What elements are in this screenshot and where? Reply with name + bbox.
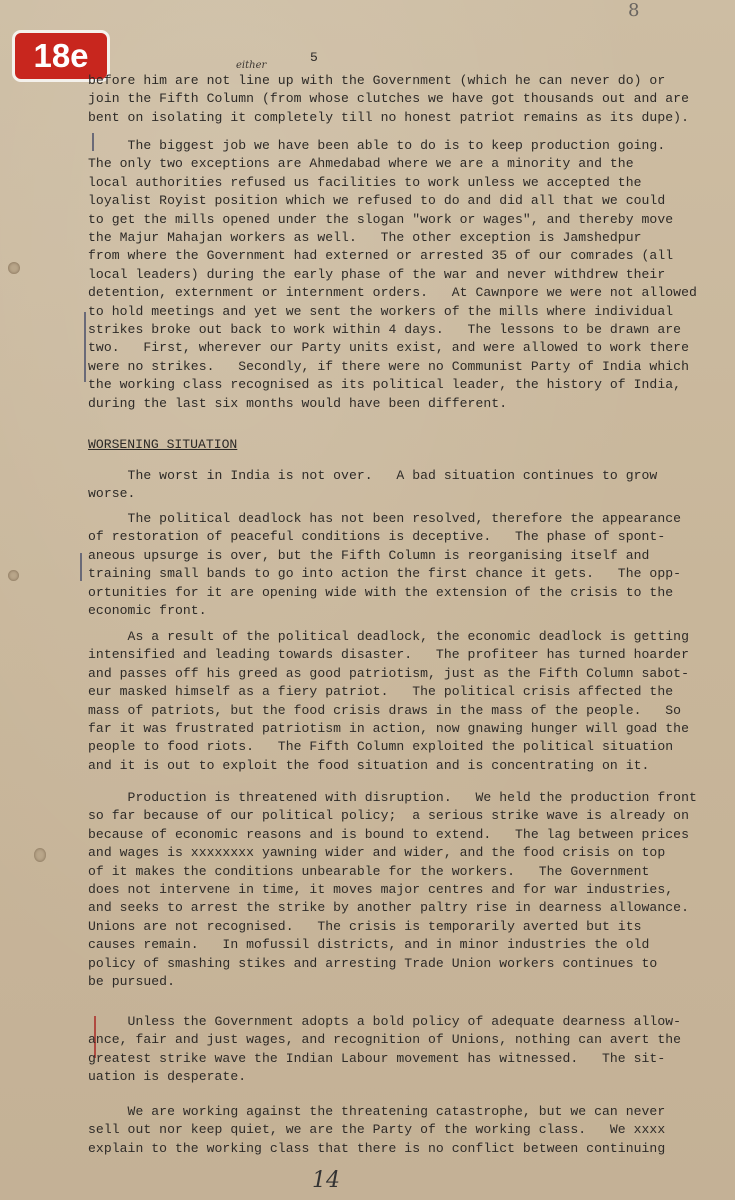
text-line: before him are not line up with the Government (which he can never do) or [88, 73, 666, 88]
text-line: the working class recognised as its political leader, the history of India, [88, 377, 682, 393]
text-line: and passes off his greed as good patriotism, just as the Fifth Column sabot- [88, 665, 689, 681]
paragraph-production [88, 137, 728, 413]
paragraph-disruption [88, 789, 728, 991]
text-line: of it makes the conditions unbearable for the workers. The Government [88, 863, 650, 879]
text-line: We are working against the threatening catastrophe, but we can never [88, 1104, 666, 1119]
text-line: and it is out to exploit the food situation and is concentrating on it. [88, 757, 650, 773]
text-line: bent on isolating it completely till no honest patriot remains as its dupe). [88, 109, 689, 125]
text-line: ortunities for it are opening wide with the extension of the crisis to the [88, 584, 674, 600]
margin-bracket [84, 312, 86, 382]
text-line: training small bands to go into action the first chance it gets. The opp- [88, 566, 682, 582]
handwritten-page-number: 14 [312, 1168, 340, 1193]
text-line: to get the mills opened under the slogan "work or wages", and thereby move [88, 211, 674, 227]
text-line: causes remain. In mofussil districts, and in minor industries the old [88, 937, 650, 953]
text-line: people to food riots. The Fifth Column exploited the political situation [88, 739, 674, 755]
text-line: intensified and leading towards disaster. The profiteer has turned hoarder [88, 647, 689, 663]
text-line: far it was frustrated patriotism in action, now gnawing hunger will goad the [88, 721, 689, 737]
text-line: the Majur Mahajan workers as well. The other exception is Jamshedpur [88, 230, 642, 246]
text-line: explain to the working class that there is no conflict between continuing [88, 1140, 666, 1156]
section-heading: WORSENING SITUATION [88, 437, 238, 452]
text-line: Production is threatened with disruption. We held the production front [88, 790, 697, 805]
page-number: 5 [310, 50, 318, 65]
text-line: loyalist Royist position which we refused to do and did all that we could [88, 193, 666, 209]
paragraph-continuation [88, 72, 728, 127]
paragraph-worst [88, 467, 728, 504]
text-line: economic front. [88, 603, 207, 619]
text-line: greatest strike wave the Indian Labour movement has witnessed. The sit- [88, 1050, 666, 1066]
text-line: because of economic reasons and is bound to extend. The lag between prices [88, 826, 689, 842]
text-line: As a result of the political deadlock, the economic deadlock is getting [88, 629, 689, 644]
text-line: from where the Government had externed or arrested 35 of our comrades (all [88, 248, 674, 264]
text-line: to hold meetings and yet we sent the workers of the mills where individual [88, 303, 674, 319]
text-line: local authorities refused us facilities to work unless we accepted the [88, 174, 642, 190]
paragraph-economic [88, 628, 728, 775]
text-line: detention, externment or internment orders. At Cawnpore we were not allowed [88, 285, 697, 301]
text-line: and seeks to arrest the strike by another paltry rise in dearness allowance. [88, 900, 689, 916]
paragraph-unless [88, 1013, 728, 1087]
text-line: The worst in India is not over. A bad situation continues to grow [88, 468, 658, 483]
corner-mark: 8 [628, 0, 640, 21]
text-line: uation is desperate. [88, 1069, 247, 1085]
text-line: The only two exceptions are Ahmedabad where we are a minority and the [88, 156, 634, 172]
punch-hole [8, 570, 19, 581]
text-line: does not intervene in time, it moves major centres and for war industries, [88, 882, 674, 898]
text-line: were no strikes. Secondly, if there were no Communist Party of India which [88, 358, 689, 374]
text-line: of restoration of peaceful conditions is deceptive. The phase of spont- [88, 529, 666, 545]
text-line: during the last six months would have been different. [88, 395, 508, 411]
page-badge: 18e [12, 30, 110, 82]
handwritten-annotation: either [236, 60, 267, 71]
paragraph-deadlock [88, 510, 728, 620]
text-line: so far because of our political policy; a serious strike wave is already on [88, 808, 689, 824]
text-line: eur masked himself as a fiery patriot. The political crisis affected the [88, 684, 674, 700]
punch-hole [8, 262, 20, 274]
text-line: policy of smashing stikes and arresting Trade Union workers continues to [88, 955, 658, 971]
text-line: aneous upsurge is over, but the Fifth Column is reorganising itself and [88, 547, 650, 563]
text-line: and wages is xxxxxxxx yawning wider and wider, and the food crisis on top [88, 845, 666, 861]
text-line: ance, fair and just wages, and recognition of Unions, nothing can avert the [88, 1032, 682, 1048]
text-line: local leaders) during the early phase of the war and never withdrew their [88, 266, 666, 282]
text-line: strikes broke out back to work within 4 days. The lessons to be drawn are [88, 322, 682, 338]
text-line: mass of patriots, but the food crisis draws in the mass of the people. So [88, 702, 682, 718]
text-line: The biggest job we have been able to do is to keep production going. [88, 138, 666, 153]
text-line: join the Fifth Column (from whose clutches we have got thousands out and are [88, 91, 689, 107]
text-line: sell out nor keep quiet, we are the Party of the working class. We xxxx [88, 1122, 666, 1138]
text-line: The political deadlock has not been resolved, therefore the appearance [88, 511, 682, 526]
paragraph-working [88, 1103, 728, 1158]
margin-bracket [80, 553, 82, 581]
text-line: Unless the Government adopts a bold policy of adequate dearness allow- [88, 1014, 682, 1029]
text-line: Unions are not recognised. The crisis is temporarily averted but its [88, 918, 642, 934]
text-line: worse. [88, 486, 136, 502]
text-line: two. First, wherever our Party units exist, and were allowed to work there [88, 340, 689, 356]
text-line: be pursued. [88, 974, 175, 990]
punch-hole [34, 848, 46, 862]
